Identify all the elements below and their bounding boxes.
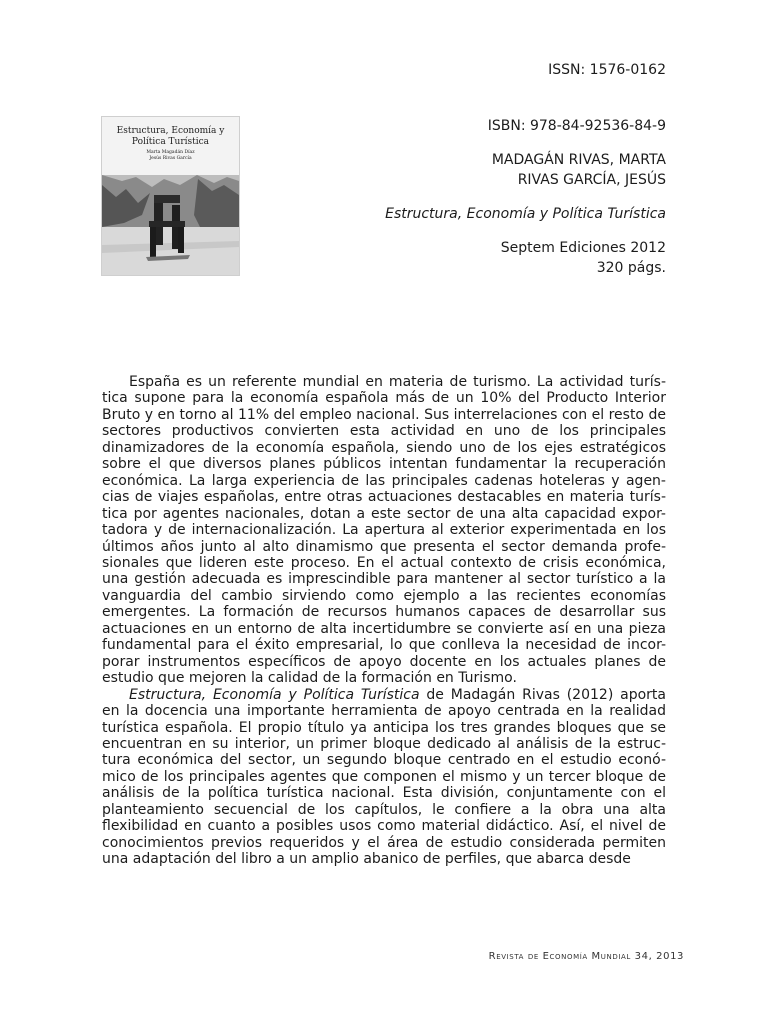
book-authors: MADAGÁN RIVAS, MARTA RIVAS GARCÍA, JESÚS: [491, 152, 666, 188]
review-paragraph-2-text: de Madagán Rivas (2012) aporta en la docencia una importante herramienta de apoyo centrada en la realidad turística española. El propio título ya anticipa los tres grandes bloques que se encuentran en su interior, un primer bloque dedicado al análisis de la estruc-tura económica del sector, un segundo bloque centrado en el estudio econó-mico de los principales agentes que componen el mismo y un tercer bloque de análisis de la política turística nacional. Esta división, conjuntamente con el planteamiento secuencial de los capítulos, le confiere a la obra una alta flexibilidad en cuanto a posibles usos como material didáctico. Así, el nivel de conocimientos previos requeridos y el área de estudio considerada permiten una adaptación del libro a un amplio abanico de perfiles, que abarca desde: [102, 686, 666, 868]
cover-text: [102, 126, 239, 162]
review-body: [102, 374, 666, 868]
cover-title: Estructura, Economía y Política Turística: [116, 126, 225, 147]
journal-footer: Revista de Economía Mundial 34, 2013: [488, 951, 684, 962]
cover-authors: Marta Magadán Díaz Jesús Rivas García: [146, 150, 195, 161]
cover-photo: [102, 175, 239, 275]
isbn: ISBN: 978-84-92536-84-9: [487, 118, 666, 134]
review-cited-title: Estructura, Economía y Política Turística: [129, 686, 420, 703]
review-paragraph-2: [102, 687, 666, 868]
book-publisher: Septem Ediciones 2012 320 págs.: [500, 240, 666, 276]
review-paragraph-1: España es un referente mundial en materia de turismo. La actividad turís-tica supone para la economía española más de un 10% del Producto Interior Bruto y en torno al 11% del empleo nacional. Sus interrelaciones con el resto de sectores productivos convierten esta actividad en uno de los principales dinamizadores de la economía española, siendo uno de los ejes estratégicos sobre el que diversos planes públicos intentan fundamentar la recuperación económica. La larga experiencia de las principales cadenas hoteleras y agen-cias de viajes españolas, entre otras actuaciones destacables en materia turís-tica por agentes nacionales, dotan a este sector de una alta capacidad expor-tadora y de internacionalización. La apertura al exterior experimentada en los últimos años junto al alto dinamismo que presenta el sector demanda profe-sionales que lideren este proceso. En el actual contexto de crisis económica, una gestión adecuada es imprescindible para mantener al sector turístico a la vanguardia del cambio sirviendo como ejemplo a las recientes economías emergentes. La formación de recursos humanos capaces de desarrollar sus actuaciones en un entorno de alta incertidumbre se convierte así en una pieza fundamental para el éxito empresarial, lo que conlleva la necesidad de incor-porar instrumentos específicos de apoyo docente en los actuales planes de estudio que mejoren la calidad de la formación en Turismo.: [102, 374, 666, 687]
book-title: Estructura, Economía y Política Turística: [385, 206, 666, 222]
book-cover-image: [101, 116, 240, 276]
issn: ISSN: 1576-0162: [548, 62, 666, 78]
book-details: [385, 116, 666, 278]
